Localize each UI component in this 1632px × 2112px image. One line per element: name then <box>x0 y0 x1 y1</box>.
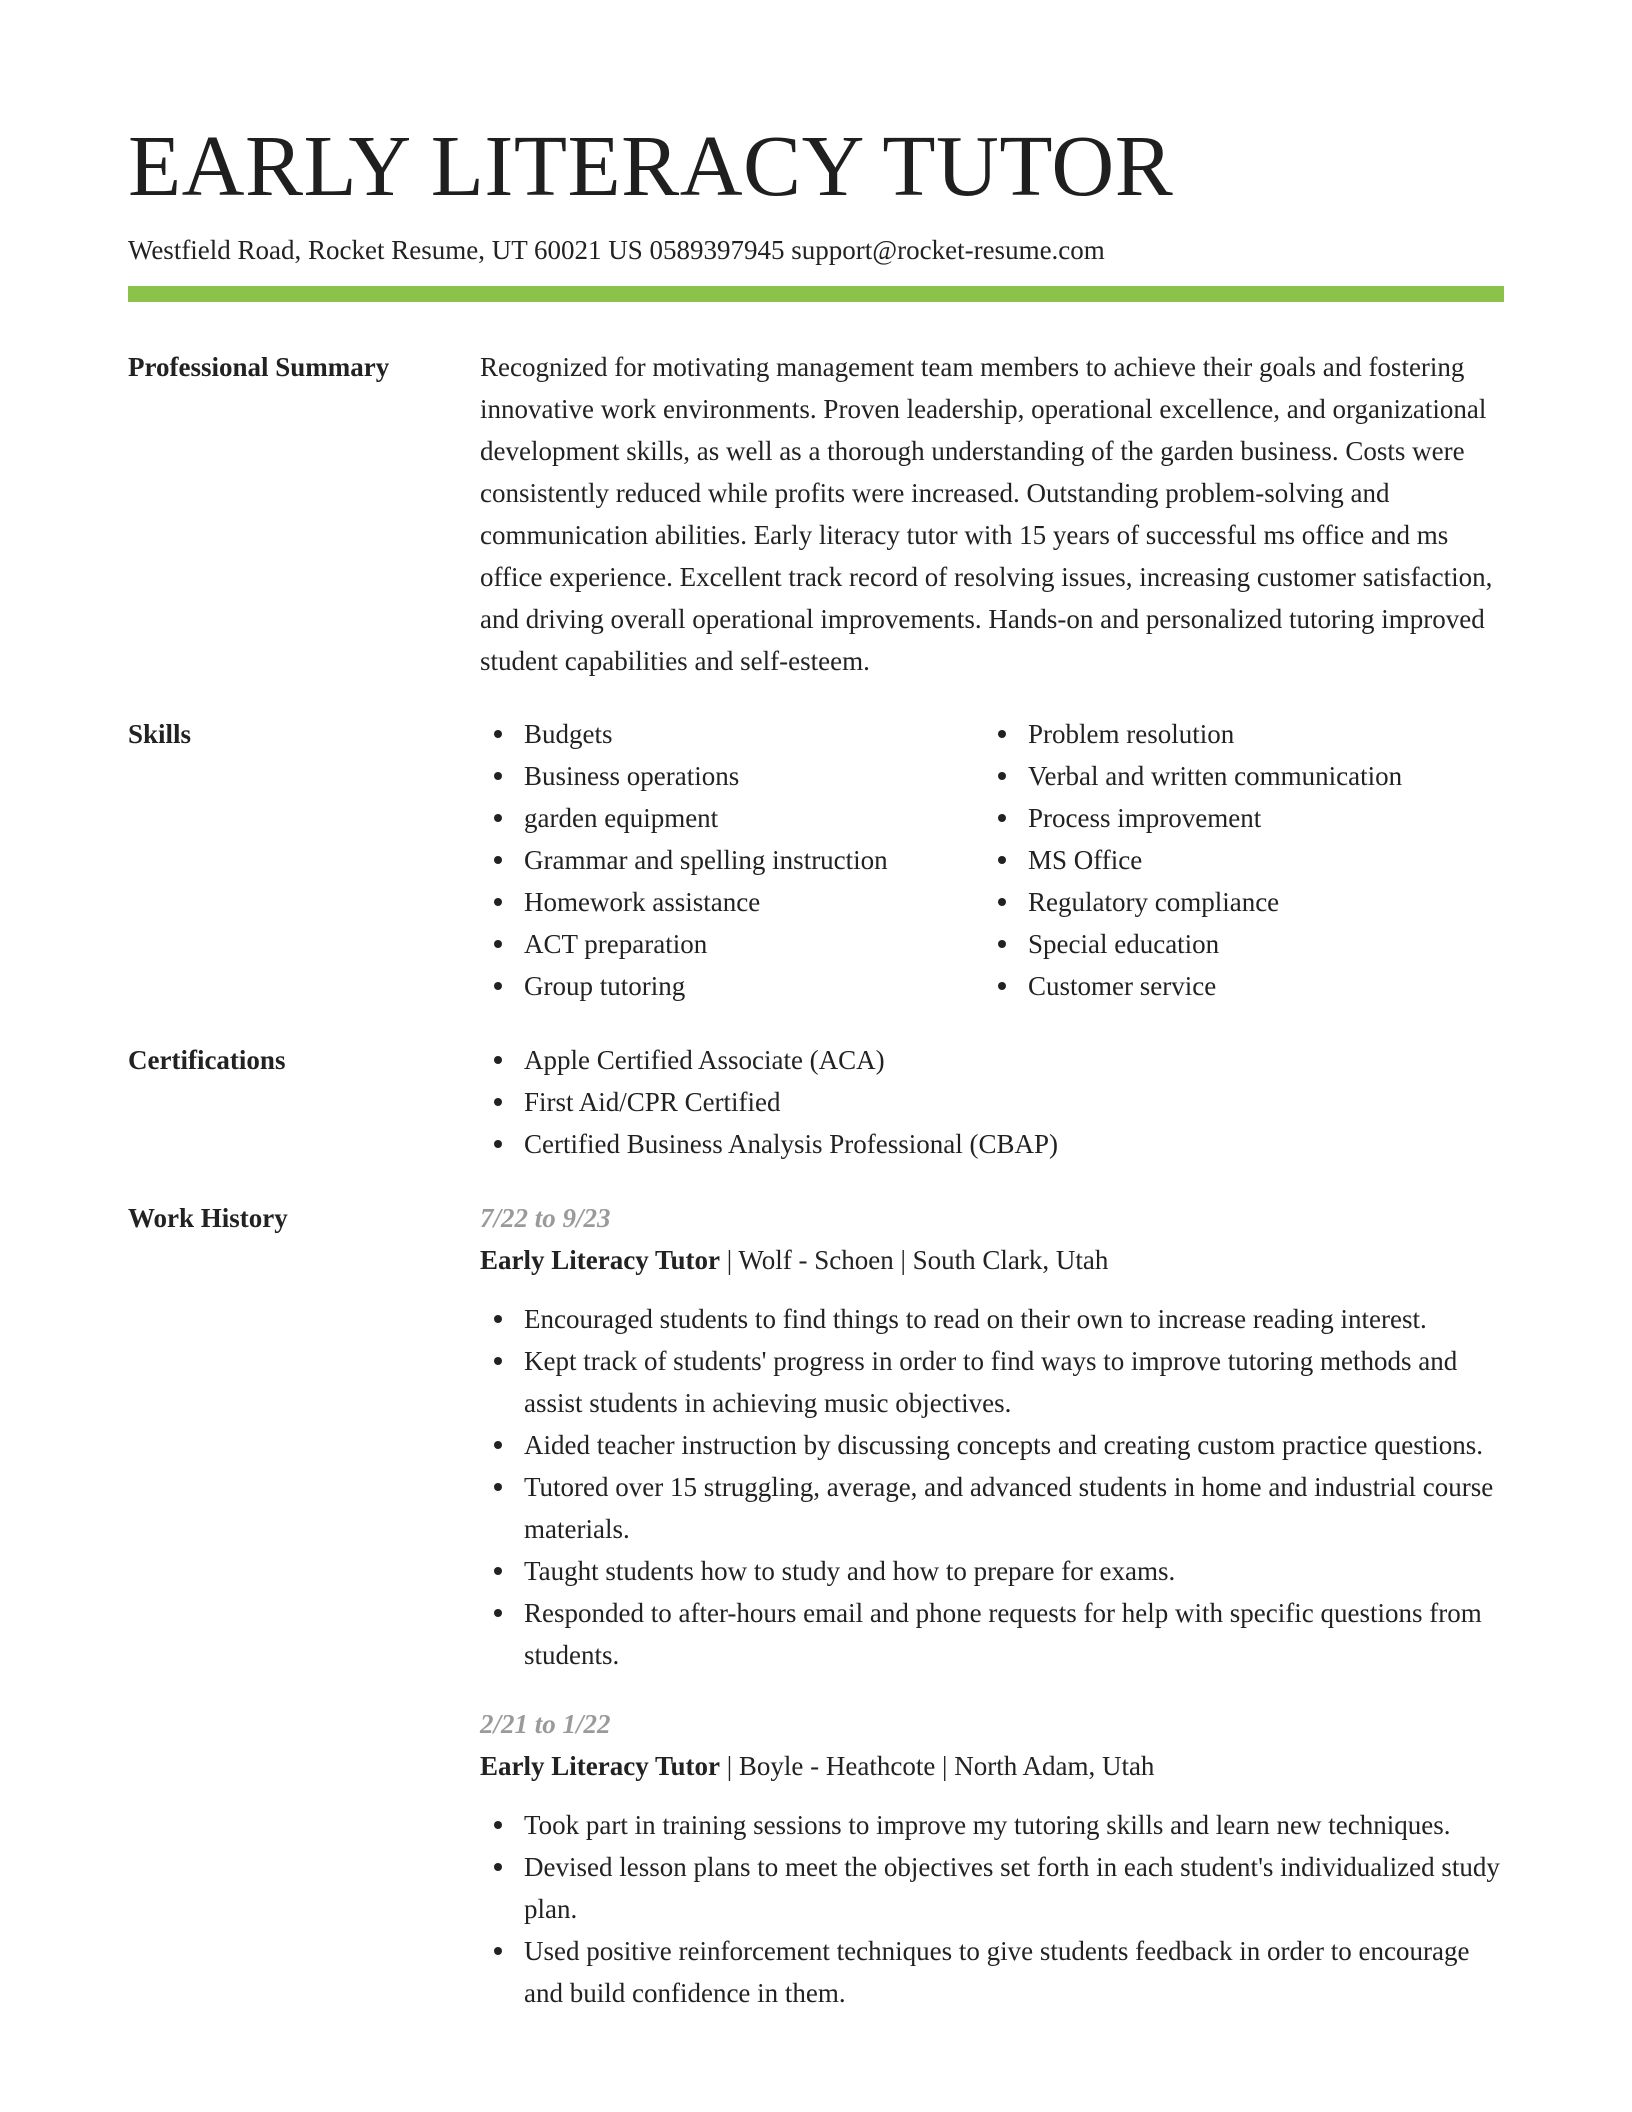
summary-text: Recognized for motivating management team members to achieve their goals and fostering innovative work environments. Proven leadership, operational excellence, and organizational development skills, as well as a thorough understanding of the garden business. Costs were consistently reduced while profits were increased. Outstanding problem-solving and communication abilities. Early literacy tutor with 15 years of successful ms office and ms office experience. Excellent track record of resolving issues, increasing customer satisfaction, and driving overall operational improvements. Hands-on and personalized tutoring improved student capabilities and self-esteem. <box>480 352 1493 676</box>
job-bullet: Took part in training sessions to improve my tutoring skills and learn new techniques. <box>480 1804 1504 1846</box>
job-bullet: Used positive reinforcement techniques to give students feedback in order to encourage and build confidence in them. <box>480 1930 1504 2014</box>
skills-heading: Skills <box>128 719 192 749</box>
job-bullets <box>480 1298 1504 1676</box>
skill-item: Group tutoring <box>480 965 984 1007</box>
skill-item: Special education <box>984 923 1488 965</box>
skill-item: Customer service <box>984 965 1488 1007</box>
resume-name: EARLY LITERACY TUTOR <box>128 117 1174 214</box>
work-history-heading: Work History <box>128 1203 288 1233</box>
skill-item: Homework assistance <box>480 881 984 923</box>
job-entry <box>480 1703 1504 2014</box>
job-dates: 7/22 to 9/23 <box>480 1203 611 1233</box>
certifications-list <box>480 1039 1504 1165</box>
job-bullet: Kept track of students' progress in order to find ways to improve tutoring methods and assist students in achieving music objectives. <box>480 1340 1504 1424</box>
skills-section <box>128 713 1504 1007</box>
job-heading <box>480 1239 1504 1281</box>
job-details: | Wolf - Schoen | South Clark, Utah <box>719 1245 1109 1275</box>
skill-item: Grammar and spelling instruction <box>480 839 984 881</box>
job-bullet: Responded to after-hours email and phone requests for help with specific questions from students. <box>480 1592 1504 1676</box>
skill-item: Regulatory compliance <box>984 881 1488 923</box>
job-bullets <box>480 1804 1504 2014</box>
job-title: Early Literacy Tutor <box>480 1245 720 1275</box>
certifications-section <box>128 1039 1504 1165</box>
certification-item: Certified Business Analysis Professional (CBAP) <box>480 1123 1504 1165</box>
skills-list-left <box>480 713 984 1007</box>
work-history-body <box>480 1197 1504 2014</box>
job-bullet: Encouraged students to find things to read on their own to increase reading interest. <box>480 1298 1504 1340</box>
job-bullet: Aided teacher instruction by discussing concepts and creating custom practice questions. <box>480 1424 1504 1466</box>
skill-item: Process improvement <box>984 797 1488 839</box>
job-dates: 2/21 to 1/22 <box>480 1709 611 1739</box>
job-details: | Boyle - Heathcote | North Adam, Utah <box>719 1751 1155 1781</box>
job-bullet: Taught students how to study and how to prepare for exams. <box>480 1550 1504 1592</box>
skill-item: Business operations <box>480 755 984 797</box>
header-divider <box>128 286 1504 302</box>
skills-body <box>480 713 1504 1007</box>
certification-item: Apple Certified Associate (ACA) <box>480 1039 1504 1081</box>
certifications-heading: Certifications <box>128 1045 286 1075</box>
skill-item: garden equipment <box>480 797 984 839</box>
skills-list-right <box>984 713 1488 1007</box>
contact-info: Westfield Road, Rocket Resume, UT 60021 US 0589397945 support@rocket-resume.com <box>128 235 1105 265</box>
skill-item: MS Office <box>984 839 1488 881</box>
skill-item: Budgets <box>480 713 984 755</box>
job-bullet: Tutored over 15 struggling, average, and advanced students in home and industrial course materials. <box>480 1466 1504 1550</box>
skill-item: Verbal and written communication <box>984 755 1488 797</box>
certifications-body <box>480 1039 1504 1165</box>
skill-item: Problem resolution <box>984 713 1488 755</box>
job-bullet: Devised lesson plans to meet the objectives set forth in each student's individualized study plan. <box>480 1846 1504 1930</box>
job-entry <box>480 1197 1504 1676</box>
job-title: Early Literacy Tutor <box>480 1751 720 1781</box>
summary-section <box>128 346 1504 682</box>
skill-item: ACT preparation <box>480 923 984 965</box>
summary-heading: Professional Summary <box>128 352 390 382</box>
certification-item: First Aid/CPR Certified <box>480 1081 1504 1123</box>
job-heading <box>480 1745 1504 1787</box>
work-history-section <box>128 1197 1504 2014</box>
